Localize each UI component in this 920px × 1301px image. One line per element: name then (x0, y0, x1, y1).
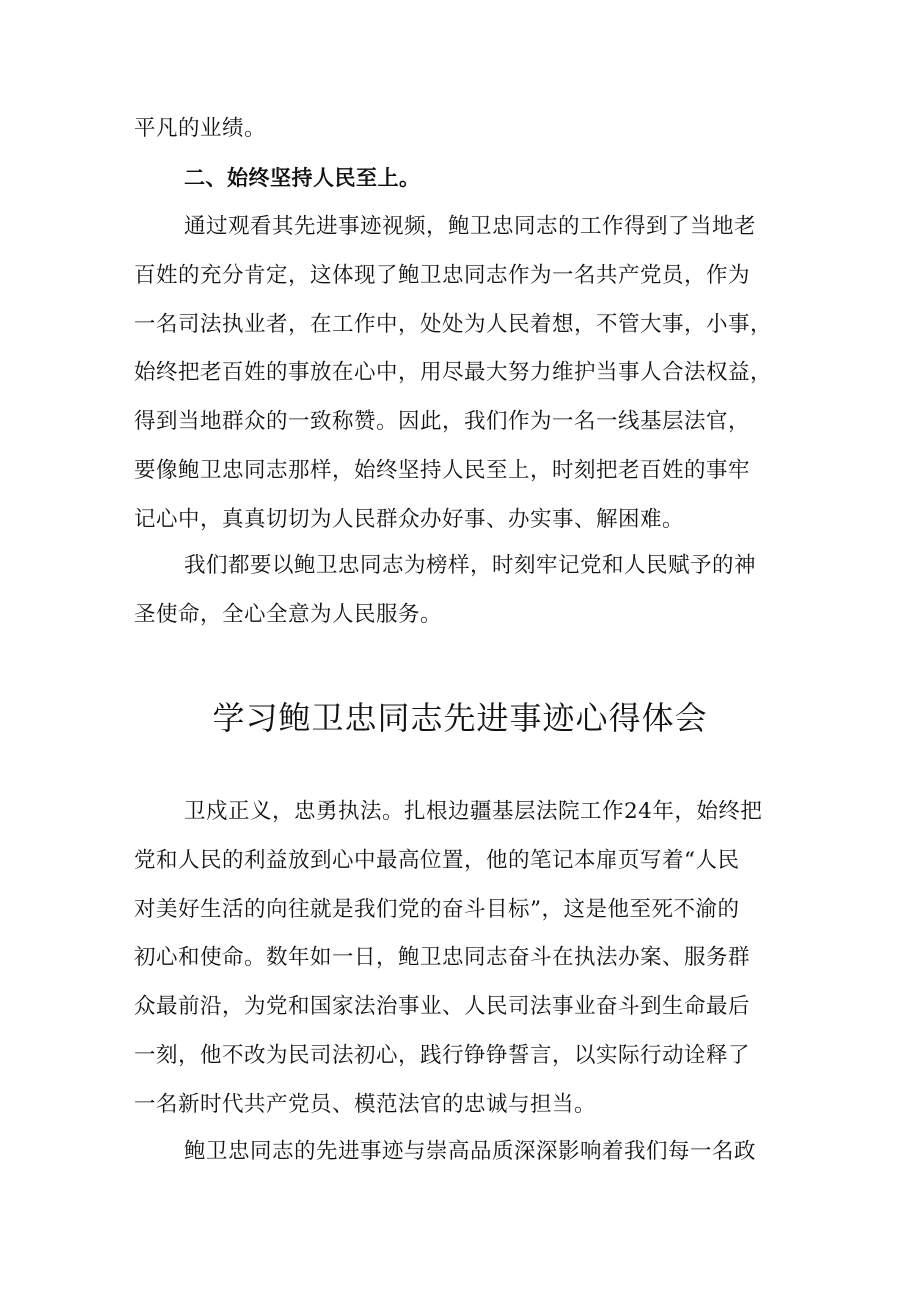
paragraph-line: 初心和使命。数年如一日，鲍卫忠同志奋斗在执法办案、服务群 (134, 945, 751, 970)
paragraph-line: 得到当地群众的一致称赞。因此，我们作为一名一线基层法官， (134, 409, 751, 434)
paragraph-line: 对美好生活的向往就是我们党的奋斗目标”，这是他至死不渝的 (134, 897, 740, 922)
paragraph-line: 始终把老百姓的事放在心中，用尽最大努力维护当事人合法权益， (134, 360, 773, 385)
section-heading: 二、始终坚持人民至上。 (184, 166, 421, 190)
paragraph-line: 要像鲍卫忠同志那样，始终坚持人民至上，时刻把老百姓的事牢 (134, 458, 751, 483)
paragraph-line: 通过观看其先进事迹视频，鲍卫忠同志的工作得到了当地老 (184, 214, 757, 239)
paragraph-line: 卫戍正义，忠勇执法。扎根边疆基层法院工作24年，始终把 (184, 799, 763, 824)
paragraph-line: 记心中，真真切切为人民群众办好事、办实事、解困难。 (134, 507, 685, 532)
paragraph-line: 一名新时代共产党员、模范法官的忠诚与担当。 (134, 1092, 597, 1117)
paragraph-line: 一刻，他不改为民司法初心，践行铮铮誓言，以实际行动诠释了 (134, 1043, 751, 1068)
paragraph-line: 我们都要以鲍卫忠同志为榜样，时刻牢记党和人民赋予的神 (184, 553, 757, 578)
paragraph-line: 百姓的充分肯定，这体现了鲍卫忠同志作为一名共产党员，作为 (134, 263, 751, 288)
paragraph-line: 圣使命，全心全意为人民服务。 (134, 602, 443, 627)
article-title: 学习鲍卫忠同志先进事迹心得体会 (212, 699, 708, 737)
paragraph-line: 党和人民的利益放到心中最高位置，他的笔记本扉页写着“人民 (134, 848, 740, 873)
paragraph-line: 一名司法执业者，在工作中，处处为人民着想，不管大事，小事， (134, 312, 773, 337)
paragraph-line: 众最前沿，为党和国家法治事业、人民司法事业奋斗到生命最后 (134, 994, 751, 1019)
paragraph-line: 鲍卫忠同志的先进事迹与崇高品质深深影响着我们每一名政 (184, 1139, 757, 1164)
text-line: 平凡的业绩。 (134, 116, 267, 141)
